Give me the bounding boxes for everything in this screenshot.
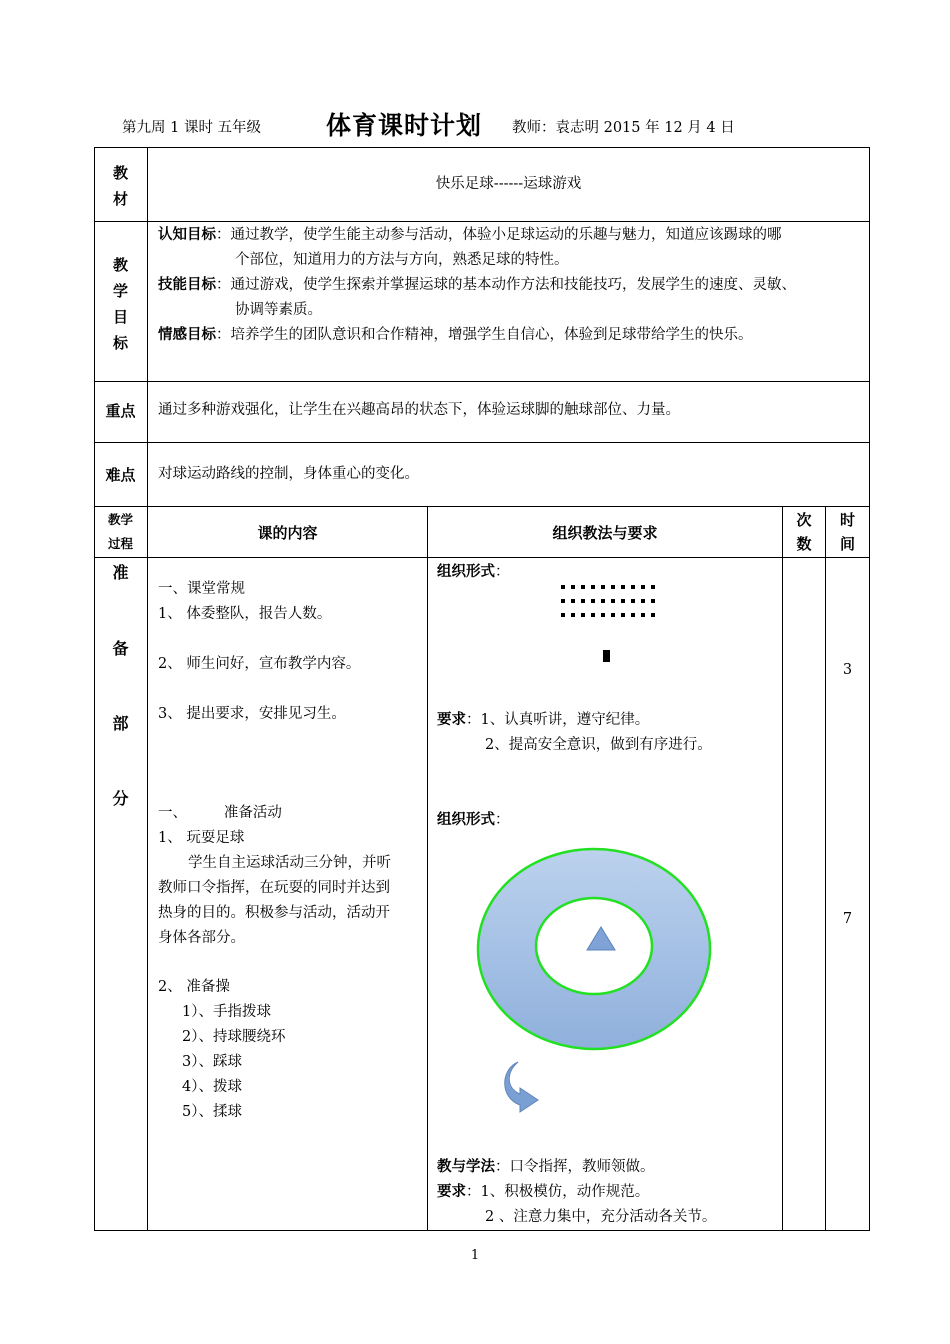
- student-dot: [581, 613, 585, 617]
- student-dot: [571, 613, 575, 617]
- key-point-text: 通过多种游戏强化，让学生在兴趣高昂的状态下，体验运球脚的触球部位、力量。: [158, 402, 680, 418]
- exercise-item: 5）、揉球: [182, 1104, 242, 1120]
- time-routine: 3: [842, 662, 853, 678]
- student-dot: [651, 585, 655, 589]
- student-dot: [561, 613, 565, 617]
- time-warmup: 7: [842, 911, 853, 927]
- warmup-paragraph-line: 教师口令指挥，在玩耍的同时并达到: [158, 880, 390, 896]
- student-dot: [621, 585, 625, 589]
- label-process: 教学 过程: [107, 512, 133, 551]
- formation-diagram: [558, 582, 662, 668]
- student-dot: [651, 613, 655, 617]
- student-dot: [571, 599, 575, 603]
- requirement-2-cont: 2 、注意力集中，充分活动各关节。: [485, 1209, 717, 1225]
- warmup-title: 一、 准备活动: [158, 805, 282, 821]
- routine-item: 3、 提出要求，安排见习生。: [158, 706, 346, 722]
- teacher-marker: [603, 650, 610, 662]
- student-dot: [631, 599, 635, 603]
- student-dot: [591, 613, 595, 617]
- goal-skill: 技能目标：通过游戏，使学生探索并掌握运球的基本动作方法和技能技巧，发展学生的速度、灵敏、: [158, 277, 796, 293]
- exercise-item: 1）、手指拨球: [182, 1004, 271, 1020]
- student-dot: [611, 585, 615, 589]
- col-content-header: 课的内容: [257, 524, 318, 542]
- org-form-label-2: 组织形式：: [437, 812, 510, 828]
- exercise-item: 2）、持球腰绕环: [182, 1029, 286, 1045]
- teaching-method: 教与学法：口令指挥，教师领做。: [437, 1159, 655, 1175]
- header-teacher-date: 教师：袁志明 2015 年 12 月 4 日: [512, 120, 735, 136]
- org-form-label: 组织形式：: [437, 564, 510, 580]
- circle-formation-diagram: [474, 846, 714, 1052]
- routine-item: 2、 师生问好，宣布教学内容。: [158, 656, 361, 672]
- col-method-header: 组织教法与要求: [552, 524, 658, 542]
- student-dot: [651, 599, 655, 603]
- label-material: 教 材: [112, 164, 128, 208]
- student-dot: [621, 613, 625, 617]
- student-dot: [621, 599, 625, 603]
- student-dot: [641, 599, 645, 603]
- curved-arrow-icon: [504, 1058, 548, 1114]
- student-dot: [641, 613, 645, 617]
- student-dot: [601, 599, 605, 603]
- warmup-paragraph-line: 热身的目的。积极参与活动，活动开: [158, 905, 390, 921]
- exercise-item: 3）、踩球: [182, 1054, 242, 1070]
- col-time-header: 时 间: [839, 511, 855, 553]
- goal-cognitive-cont: 个部位，知道用力的方法与方向，熟悉足球的特性。: [235, 252, 569, 268]
- difficulty-text: 对球运动路线的控制，身体重心的变化。: [158, 466, 419, 482]
- student-dot: [601, 585, 605, 589]
- student-dot: [591, 585, 595, 589]
- student-dot: [631, 613, 635, 617]
- warmup-paragraph-line: 身体各部分。: [158, 930, 245, 946]
- student-dot: [561, 599, 565, 603]
- label-goals: 教 学 目 标: [112, 256, 128, 352]
- label-difficulty: 难点: [105, 466, 136, 484]
- material-text: 快乐足球------运球游戏: [435, 176, 582, 192]
- routine-title: 一、课堂常规: [158, 581, 245, 597]
- routine-item: 1、 体委整队，报告人数。: [158, 606, 332, 622]
- page-title: 体育课时计划: [326, 111, 483, 140]
- student-dot: [631, 585, 635, 589]
- requirement-2: 要求：1、积极模仿，动作规范。: [437, 1184, 650, 1200]
- exercise-item: 4）、拨球: [182, 1079, 242, 1095]
- student-dot: [611, 613, 615, 617]
- col-count-header: 次 数: [796, 511, 812, 553]
- header-week-grade: 第九周 1 课时 五年级: [122, 120, 262, 136]
- warmup-item-exercises: 2、 准备操: [158, 979, 230, 995]
- goal-skill-cont: 协调等素质。: [235, 302, 322, 318]
- student-dot: [641, 585, 645, 589]
- student-dot: [591, 599, 595, 603]
- page-number: 1: [470, 1248, 480, 1263]
- student-dot: [581, 599, 585, 603]
- warmup-paragraph-line: 学生自主运球活动三分钟，并听: [188, 855, 391, 871]
- student-dot: [611, 599, 615, 603]
- label-key-point: 重点: [105, 402, 136, 420]
- student-dot: [601, 613, 605, 617]
- warmup-item-play-ball: 1、 玩耍足球: [158, 830, 245, 846]
- student-dot: [581, 585, 585, 589]
- requirement-1-cont: 2、提高安全意识，做到有序进行。: [485, 737, 712, 753]
- goal-emotion: 情感目标：培养学生的团队意识和合作精神，增强学生自信心，体验到足球带给学生的快乐。: [158, 327, 753, 343]
- student-dot: [561, 585, 565, 589]
- student-dot: [571, 585, 575, 589]
- goal-cognitive: 认知目标：通过教学，使学生能主动参与活动，体验小足球运动的乐趣与魅力，知道应该踢球的哪: [158, 227, 782, 243]
- requirement-1: 要求：1、认真听讲，遵守纪律。: [437, 712, 650, 728]
